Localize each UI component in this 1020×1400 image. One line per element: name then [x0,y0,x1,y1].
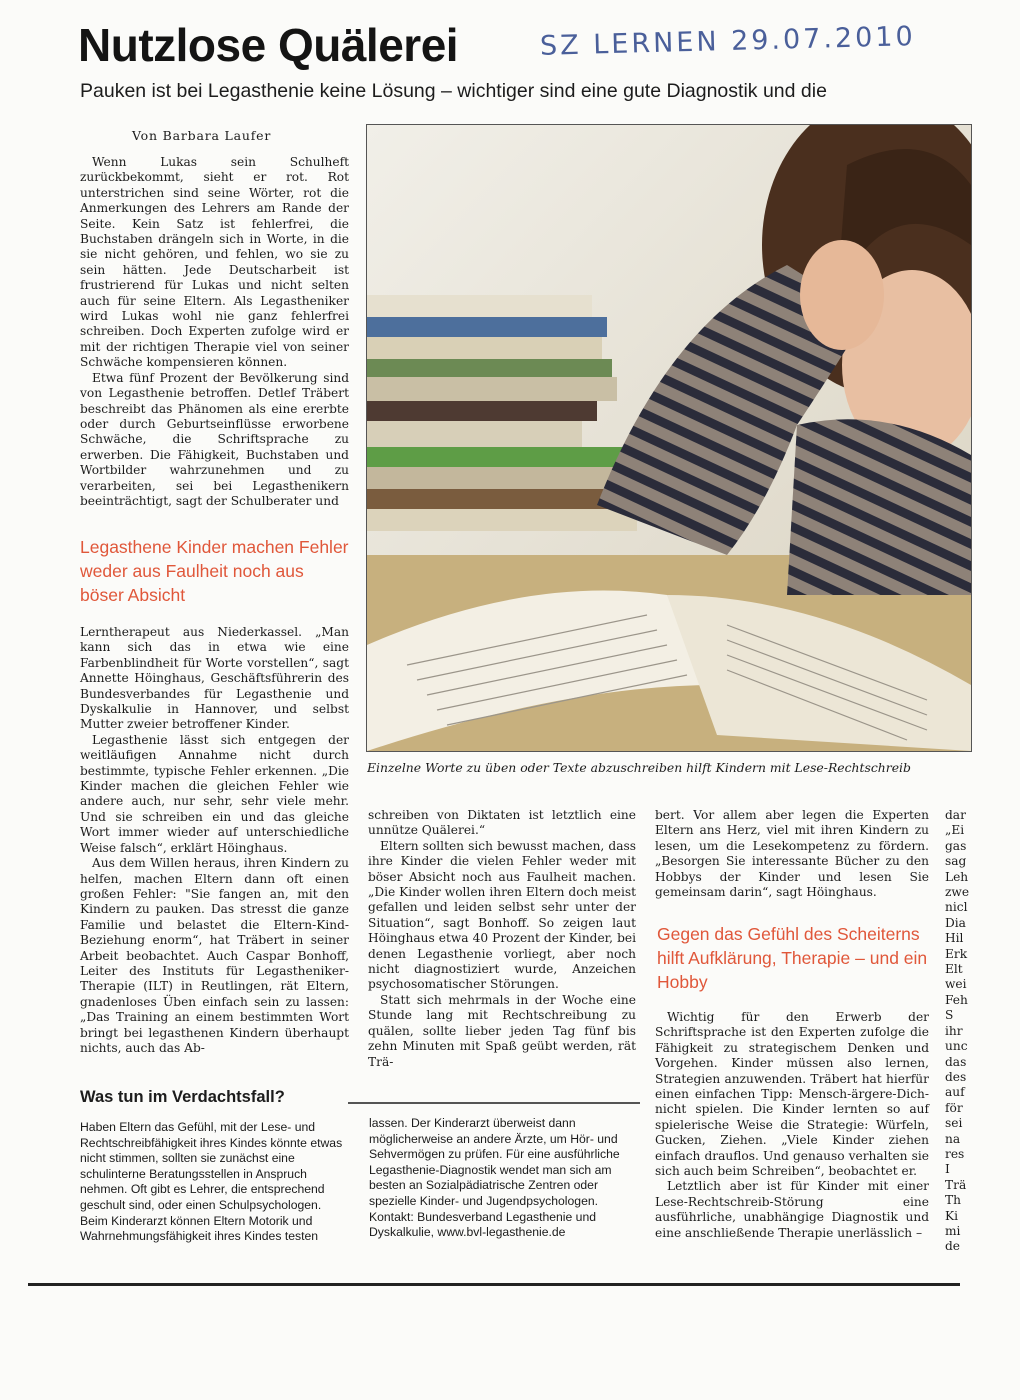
headline: Nutzlose Quälerei [78,19,459,71]
infobox-rule [348,1102,640,1104]
photo-caption: Einzelne Worte zu üben oder Texte abzuschreiben hilft Kindern mit Lese-Rechtschreib [367,760,911,775]
photo-illustration [367,125,971,751]
article-column-3b [655,1010,929,1241]
edge-fragment: das [945,1054,967,1069]
edge-fragment: dar [945,808,966,822]
paragraph: schreiben von Diktaten ist letztlich eine unnütze Quälerei.“ [368,808,636,838]
edge-fragment: de [945,1239,961,1254]
edge-fragment: S [945,1008,954,1023]
bottom-rule [28,1283,960,1286]
article-column-3 [655,808,929,900]
paragraph: Wenn Lukas sein Schulheft zurückbekommt, sieht er rot. Rot unterstrichen sind seine Wörter, rot die Anmerkungen des Lehrers am Rande der Seite. Kein Satz ist fehlerfrei, die Buchstaben drängeln sich in Worte, in die sie nicht gehören, und fehlen, wo sie zu sein hätten. Jede Deutscharbeit ist frustrierend für Lukas und nicht selten auch für seine Eltern. Als Legastheniker wird Lukas wohl nie ganz fehlerfrei schreiben. Doch Experten zufolge wird er mit der richtigen Therapie viel von seiner Schwäche kompensieren können. [80,155,349,370]
paragraph: bert. Vor allem aber legen die Experten Eltern ans Herz, viel mit ihren Kindern zu lesen, um die Lesekompetenz zu fördern. „Besorgen Sie interessante Bücher zu den Hobbys der Kinder und lesen Sie gemeinsam darin“, sagt Höinghaus. [655,808,929,900]
edge-fragment: wei [945,977,967,992]
paragraph: Wichtig für den Erwerb der Schriftsprache ist den Experten zufolge die Fähigkeit zu strategischem Denken und Vorgehen. Kinder müssen also lernen, Strategien anzuwenden. Träbert hat hierfür einen einfachen Tipp: Mensch-ärgere-Dich-nicht spielen. Die Kinder lernten so auf spielerische Weise die Strategie: Würfeln, Gucken, Ziehen. „Viele Kinder ziehen einfach drauflos. Und genauso verhalten sie sich auch beim Schreiben“, beobachtet er. [655,1010,929,1179]
edge-fragment: sag [945,854,967,869]
author-byline: Von Barbara Laufer [132,128,272,143]
pullquote-2: Gegen das Gefühl des Scheiterns hilft Aufklärung, Therapie – und ein Hobby [657,924,928,992]
edge-fragment: Erk [945,946,968,961]
edge-fragment: unc [945,1039,968,1054]
edge-fragment: des [945,1069,967,1084]
infobox-column-2: lassen. Der Kinderarzt überweist dann möglicherweise an andere Ärzte, um Hör- und Sehvermögen zu prüfen. Für eine ausführliche Legasthenie-Diagnostik wendet man sich am besten an Sozialpädiatrische Zentren oder spezielle Kinder- und Jugendpsychologen. Kontakt: Bundesverband Legasthenie und Dyskalkulie, www.bvl-legasthenie.de [369,1116,620,1240]
edge-fragment: för [945,1100,963,1115]
edge-fragments [945,808,971,1255]
edge-fragment: nicl [945,900,968,915]
paragraph: Letztlich aber ist für Kinder mit einer Lese-Rechtschreib-Störung eine ausführliche, unabhängige Diagnostik und eine anschließende Therapie unerlässlich – [655,1179,929,1240]
edge-fragment: Feh [945,992,968,1007]
paragraph: Lerntherapeut aus Niederkassel. „Man kann sich das in etwa wie eine Farbenblindheit für Worte vorstellen“, sagt Annette Höinghaus, Geschäftsführerin des Bundesverbandes für Legasthenie und Dyskalkulie in Hannover, und selbst Mutter zweier betroffener Kinder. [80,625,349,732]
handwritten-note: SZ LERNEN 29.07.2010 [539,21,917,62]
edge-fragment: mi [945,1223,961,1238]
edge-fragment: I [945,1162,950,1177]
edge-fragment: gas [945,838,967,853]
edge-fragment: Th [945,1193,961,1208]
article-column-1 [80,155,349,509]
infobox-column-1: Haben Eltern das Gefühl, mit der Lese- und Rechtschreibfähigkeit ihres Kindes könnte etwas nicht stimmen, sollten sie zunächst eine schulinterne Beratungsstellen in Anspruch nehmen. Oft gibt es Lehrer, die entsprechend geschult sind, oder einen Schulpsychologen. Beim Kinderarzt können Eltern Motorik und Wahrnehmungsfähigkeit ihres Kindes testen [80,1120,343,1244]
article-column-1b [80,625,349,1056]
edge-fragment: Dia [945,915,966,930]
edge-fragment: Elt [945,962,963,977]
edge-fragment: zwe [945,885,970,900]
paragraph: Aus dem Willen heraus, ihren Kindern zu helfen, machen Eltern dann oft einen großen Fehler: "Sie fangen an, mit den Kindern zu pauken. Das stresst die ganze Familie und belastet die Eltern-Kind-Beziehung enorm“, hat Träbert in seiner Arbeit beobachtet. Auch Caspar Bonhoff, Leiter des Instituts für Legastheniker-Therapie (ILT) in Reutlingen, rät Eltern, gnadenloses Üben einfach sein zu lassen: „Das Training an einem bestimmten Wort bringt bei legasthenen Kindern überhaupt nichts, auch das Ab- [80,856,349,1055]
paragraph: Legasthenie lässt sich entgegen der weitläufigen Annahme nicht durch bestimmte, typische Fehler erkennen. „Die Kinder machen die gleichen Fehler wie andere auch, nur sehr, sehr viele mehr. Und sie schreiben ein und das gleiche Wort immer wieder auf unterschiedliche Weise falsch“, erklärt Höinghaus. [80,732,349,855]
edge-fragment: res [945,1146,965,1161]
edge-fragment: auf [945,1085,965,1100]
pullquote-1: Legasthene Kinder machen Fehler weder aus Faulheit noch aus böser Absicht [80,537,349,605]
book-stack [367,295,637,531]
edge-fragment: „Ei [945,823,965,838]
paragraph: Eltern sollten sich bewusst machen, dass ihre Kinder die vielen Fehler weder mit böser Absicht noch aus Faulheit machen. „Die Kinder wollen ihren Eltern doch meist gefallen und leiden selbst sehr unter der Situation“, sagt Bonhoff. So zeigen laut Höinghaus etwa 40 Prozent der Kinder, bei denen Legasthenie vorliegt, aber noch nicht diagnostiziert wurde, Anzeichen psychosomatischer Störungen. [368,838,636,992]
edge-fragment: ihr [945,1023,963,1038]
paragraph: Statt sich mehrmals in der Woche eine Stunde lang mit Rechtschreibung zu quälen, sollte lieber jeden Tag fünf bis zehn Minuten mit Spaß geübt werden, rät Trä- [368,992,636,1069]
subheadline: Pauken ist bei Legasthenie keine Lösung – wichtiger sind eine gute Diagnostik und die [80,80,827,102]
edge-fragment: Trä [945,1177,967,1192]
edge-fragment: sei [945,1116,963,1131]
edge-fragment: Leh [945,869,969,884]
edge-fragment: Hil [945,931,964,946]
paragraph: Etwa fünf Prozent der Bevölkerung sind von Legasthenie betroffen. Detlef Träbert beschreibt das Phänomen als eine ererbte oder durch Geburtseinflüsse erworbene Schwäche, die Schriftsprache zu erwerben. Die Fähigkeit, Buchstaben und Wortbilder wahrzunehmen und zu verarbeiten, sei bei Legasthenikern beeinträchtigt, sagt der Schulberater und [80,370,349,508]
edge-fragment: na [945,1131,961,1146]
article-photo [366,124,972,752]
infobox-title: Was tun im Verdachtsfall? [80,1088,285,1106]
article-column-2 [368,808,636,1070]
edge-fragment: Ki [945,1208,959,1223]
